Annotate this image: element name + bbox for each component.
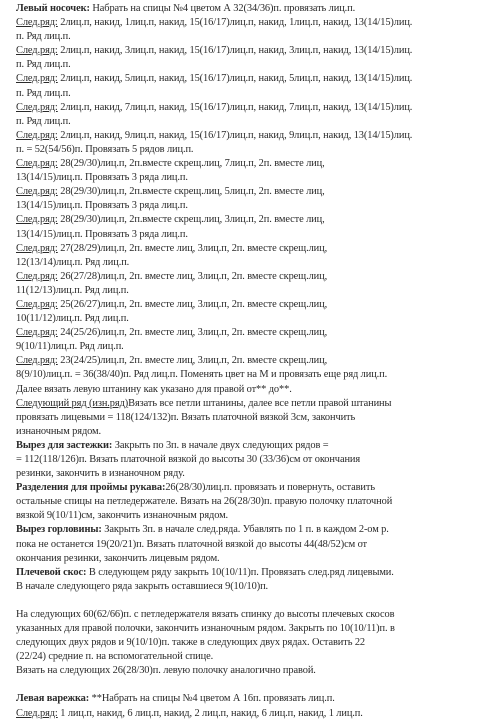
text-segment: 26(28/30)лиц.п. провязать и повернуть, оставить (165, 482, 375, 494)
text-line (16, 523, 484, 537)
row-label: След.ряд: (16, 242, 58, 254)
text-segment: п. Ряд лиц.п. (16, 59, 71, 71)
text-segment: остальные спицы на петледержателе. Вязать на 26(28/30)п. правую полочку платочной (16, 496, 393, 508)
text-segment: 13(14/15)лиц.п. Провязать 3 ряда лиц.п. (16, 228, 188, 240)
text-segment: Закрыть 3п. в начале след.ряда. Убавлять по 1 п. в каждом 2-ом р. (101, 524, 389, 536)
text-segment: 10(11/12)лиц.п. Ряд лиц.п. (16, 313, 129, 325)
text-line (16, 425, 484, 439)
text-segment: изнаночным рядом. (16, 425, 101, 437)
text-segment: 2лиц.п, накид, 5лиц.п, накид, 15(16/17)лиц.п, накид, 5лиц.п, накид, 13(14/15)лиц. (57, 73, 413, 85)
row-label: След.ряд: (16, 73, 58, 85)
text-line (16, 383, 484, 397)
text-line (16, 171, 484, 185)
paragraph-block (16, 692, 484, 720)
text-segment: п. Ряд лиц.п. (16, 87, 71, 99)
text-line (16, 2, 484, 16)
text-segment: 2лиц.п, накид, 9лиц.п, накид, 15(16/17)лиц.п, накид, 9лиц.п, накид, 13(14/15)лиц. (57, 129, 413, 141)
text-line (16, 326, 484, 340)
text-line (16, 213, 484, 227)
text-segment: Закрыть по 3п. в начале двух следующих рядов = (112, 439, 329, 451)
text-segment: 9(10/11)лиц.п. Ряд лиц.п. (16, 341, 124, 353)
text-line (16, 101, 484, 115)
section-heading: Разделения для проймы рукава: (16, 482, 166, 494)
text-line (16, 608, 484, 622)
text-line (16, 467, 484, 481)
text-segment: 2лиц.п, накид, 3лиц.п, накид, 15(16/17)лиц.п, накид, 3лиц.п, накид, 13(14/15)лиц. (57, 45, 413, 57)
paragraph-block (16, 439, 484, 594)
row-label: След.ряд: (16, 101, 58, 113)
text-segment: 27(28/29)лиц.п, 2п. вместе лиц, 3лиц.п, 2п. вместе скрещ.лиц, (57, 242, 328, 254)
paragraph-gap (16, 678, 484, 692)
text-segment: 28(29/30)лиц.п, 2п.вместе скрещ.лиц, 7лиц.п, 2п. вместе лиц, (57, 158, 325, 170)
text-segment: указанных для правой полочки, закончить изнаночным рядом. Закрыть по 10(10/11)п. в (16, 623, 395, 635)
paragraph-gap (16, 594, 484, 608)
text-segment: 28(29/30)лиц.п, 2п.вместе скрещ.лиц, 5лиц.п, 2п. вместе лиц, (57, 186, 325, 198)
text-segment: В начале следующего ряда закрыть оставшиеся 9(10/10)п. (16, 580, 269, 592)
text-segment: пока не останется 19(20/21)п. Вязать платочной вязкой до высоты 44(48/52)см от (16, 538, 367, 550)
paragraph-block (16, 608, 484, 678)
text-line (16, 44, 484, 58)
text-line (16, 411, 484, 425)
text-line (16, 692, 484, 706)
text-line (16, 636, 484, 650)
section-heading: Левая варежка: (16, 693, 90, 705)
text-line (16, 453, 484, 467)
text-line (16, 185, 484, 199)
text-segment: окончания резинки, закончить лицевым рядом. (16, 552, 220, 564)
text-line (16, 242, 484, 256)
text-line (16, 298, 484, 312)
row-label: След.ряд: (16, 45, 58, 57)
text-segment: провязать лицевыми = 118(124/132)п. Вязать платочной вязкой 3см, закончить (16, 411, 356, 423)
text-line (16, 199, 484, 213)
text-line (16, 495, 484, 509)
text-line (16, 16, 484, 30)
row-label: След.ряд: (16, 214, 58, 226)
text-segment: 24(25/26)лиц.п, 2п. вместе лиц, 3лиц.п, 2п. вместе скрещ.лиц, (57, 327, 328, 339)
text-line (16, 256, 484, 270)
text-line (16, 538, 484, 552)
section-heading: Вырез горловины: (16, 524, 102, 536)
section-heading: Левый носочек: (16, 3, 90, 14)
section-heading: Вырез для застежки: (16, 439, 113, 451)
text-line (16, 481, 484, 495)
text-line (16, 312, 484, 326)
text-segment: Вязать на следующих 26(28/30)п. левую полочку аналогично правой. (16, 665, 316, 677)
text-segment: Далее вязать левую штанину как указано для правой от** до**. (16, 383, 292, 395)
text-line (16, 354, 484, 368)
text-line (16, 58, 484, 72)
text-line (16, 115, 484, 129)
row-label: След.ряд: (16, 17, 58, 29)
text-segment: 28(29/30)лиц.п, 2п.вместе скрещ.лиц, 3лиц.п, 2п. вместе лиц, (57, 214, 325, 226)
row-label: След.ряд: (16, 158, 58, 170)
text-segment: п. Ряд лиц.п. (16, 31, 71, 43)
text-segment: 2лиц.п, накид, 7лиц.п, накид, 15(16/17)лиц.п, накид, 7лиц.п, накид, 13(14/15)лиц. (57, 101, 413, 113)
text-segment: В следующем ряду закрыть 10(10/11)п. Провязать след.ряд лицевыми. (86, 566, 394, 578)
text-segment: вязкой 9(10/11)см, закончить изнаночным рядом. (16, 510, 229, 522)
row-label: След.ряд: (16, 707, 58, 719)
text-segment: 13(14/15)лиц.п. Провязать 3 ряда лиц.п. (16, 200, 188, 212)
text-segment: 1 лиц.п, накид, 6 лиц.п, накид, 2 лиц.п, накид, 6 лиц.п, накид, 1 лиц.п. (57, 707, 363, 719)
text-line (16, 72, 484, 86)
text-segment: Набрать на спицы №4 цветом А 32(34/36)п. провязать лиц.п. (89, 3, 356, 14)
text-line (16, 30, 484, 44)
text-line (16, 622, 484, 636)
text-line (16, 509, 484, 523)
section-heading: Плечевой скос: (16, 566, 87, 578)
text-line (16, 566, 484, 580)
text-line (16, 552, 484, 566)
text-line (16, 650, 484, 664)
text-segment: 2лиц.п, накид, 1лиц.п, накид, 15(16/17)лиц.п, накид, 1лиц.п, накид, 13(14/15)лиц. (57, 17, 413, 29)
row-label: След.ряд: (16, 298, 58, 310)
text-segment: 26(27/28)лиц.п, 2п. вместе лиц, 3лиц.п, 2п. вместе скрещ.лиц, (57, 270, 328, 282)
text-line (16, 368, 484, 382)
text-segment: 23(24/25)лиц.п, 2п. вместе лиц, 3лиц.п, 2п. вместе скрещ.лиц, (57, 355, 328, 367)
text-line (16, 143, 484, 157)
text-segment: 12(13/14)лиц.п. Ряд лиц.п. (16, 256, 130, 268)
text-segment: 11(12/13)лиц.п. Ряд лиц.п. (16, 284, 129, 296)
text-segment: 25(26/27)лиц.п, 2п. вместе лиц, 3лиц.п, 2п. вместе скрещ.лиц, (57, 298, 328, 310)
text-segment: п. = 52(54/56)п. Провязать 5 рядов лиц.п. (16, 143, 194, 155)
text-segment: = 112(118/126)п. Вязать платочной вязкой до высоты 30 (33/36)см от окончания (16, 454, 361, 465)
text-line (16, 340, 484, 354)
text-segment: На следующих 60(62/66)п. с петледержателя вязать спинку до высоты плечевых скосов (16, 608, 395, 620)
row-label: След.ряд: (16, 186, 58, 198)
text-line (16, 270, 484, 284)
row-label: След.ряд: (16, 327, 58, 339)
text-line (16, 580, 484, 594)
text-segment: п. Ряд лиц.п. (16, 115, 71, 127)
row-label: След.ряд: (16, 355, 58, 367)
text-line (16, 129, 484, 143)
text-segment: 8(9/10)лиц.п. = 36(38/40)п. Ряд лиц.п. Поменять цвет на М и провязать еще ряд лиц.п. (16, 369, 388, 381)
text-line (16, 707, 484, 721)
text-line (16, 439, 484, 453)
text-segment: **Набрать на спицы №4 цветом А 16п. провязать лиц.п. (89, 693, 335, 705)
row-label: Следующий ряд (изн.ряд) (16, 397, 129, 409)
text-line (16, 397, 484, 411)
text-line (16, 157, 484, 171)
text-line (16, 284, 484, 298)
row-label: След.ряд: (16, 129, 58, 141)
paragraph-block (16, 2, 484, 439)
text-line (16, 664, 484, 678)
text-segment: Вязать все петли штанины, далее все петли правой штанины (128, 397, 392, 409)
text-line (16, 228, 484, 242)
text-segment: 13(14/15)лиц.п. Провязать 3 ряда лиц.п. (16, 172, 188, 184)
text-segment: (22/24) средние п. на вспомогательной спице. (16, 651, 214, 663)
row-label: След.ряд: (16, 270, 58, 282)
text-segment: следующих двух рядов и 9(10/10)п. также в следующих двух рядах. Оставить 22 (16, 637, 366, 649)
text-segment: резинки, закончить в изнаночном ряду. (16, 468, 185, 480)
text-line (16, 87, 484, 101)
